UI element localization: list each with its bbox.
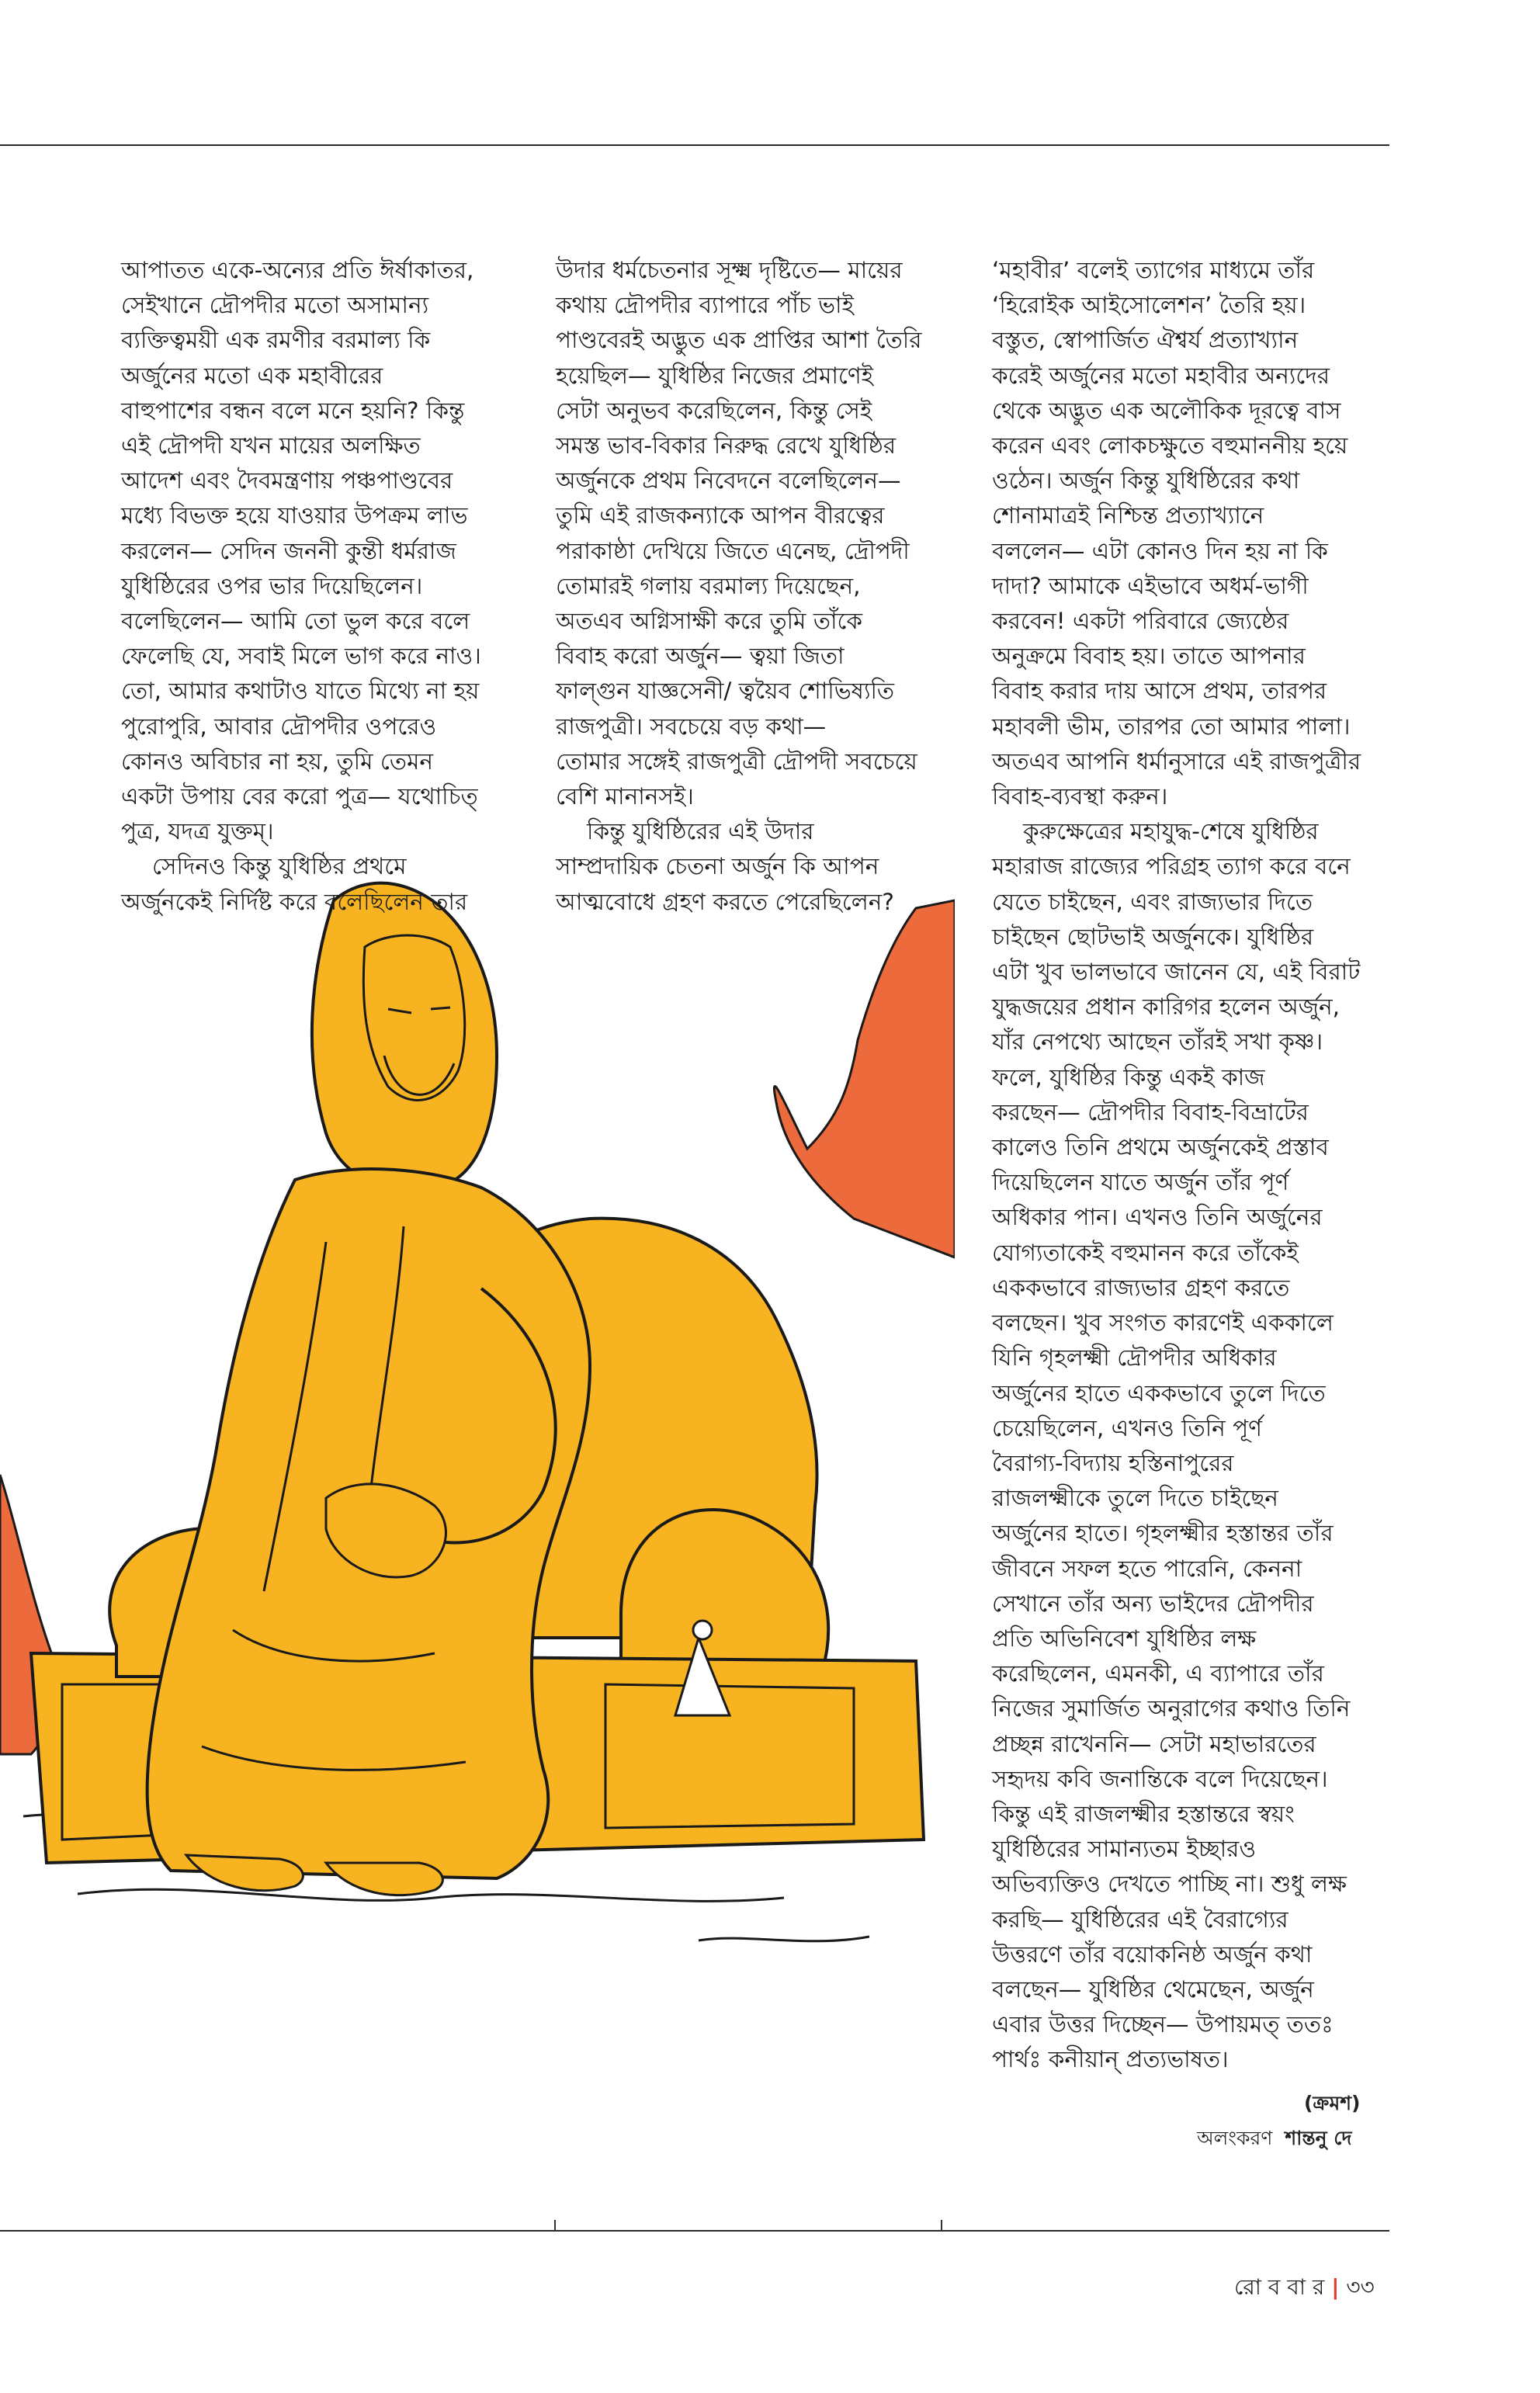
article-line: বিবাহ-ব্যবস্থা করুন। <box>992 783 1168 810</box>
article-line: তোমারই গলায় বরমাল্য দিয়েছেন, <box>556 572 861 599</box>
article-line: যুধিষ্ঠিরের ওপর ভার দিয়েছিলেন। <box>121 572 423 599</box>
page-number: ৩৩ <box>1346 2274 1375 2300</box>
article-line: কিন্তু এই রাজলক্ষ্মীর হস্তান্তরে স্বয়ং <box>992 1800 1295 1827</box>
article-line: যুধিষ্ঠিরের সামান্যতম ইচ্ছারও <box>992 1836 1257 1863</box>
article-line: ‘মহাবীর’ বলেই ত্যাগের মাধ্যমে তাঁর <box>992 257 1315 283</box>
article-line: সমস্ত ভাব-বিকার নিরুদ্ধ রেখে যুধিষ্ঠির <box>556 432 897 460</box>
article-column-2 <box>556 253 921 920</box>
article-line: কিন্তু যুধিষ্ঠিরের এই উদার <box>587 818 814 845</box>
column-tick <box>941 2220 942 2231</box>
article-line: কোনও অবিচার না হয়, তুমি তেমন <box>121 747 433 775</box>
article-line: রাজলক্ষ্মীকে তুলে দিতে চাইছেন <box>992 1485 1278 1512</box>
top-rule <box>0 144 1389 146</box>
article-line: অনুক্রমে বিবাহ হয়। তাতে আপনার <box>992 643 1306 670</box>
article-line: সেদিনও কিন্তু যুধিষ্ঠির প্রথমে <box>152 853 407 880</box>
article-line: দাদা? আমাকে এইভাবে অধর্ম-ভাগী <box>992 572 1309 599</box>
article-line: বলছেন— যুধিষ্ঠির থেমেছেন, অর্জুন <box>992 1975 1314 2003</box>
article-line: চেয়েছিলেন, এখনও তিনি পূর্ণ <box>992 1414 1263 1441</box>
article-line: কালেও তিনি প্রথমে অর্জুনকেই প্রস্তাব <box>992 1134 1329 1161</box>
article-line: প্রচ্ছন্ন রাখেননি— সেটা মহাভারতের <box>992 1730 1316 1757</box>
magazine-name: রো ব বা র <box>1234 2274 1325 2300</box>
article-line: অর্জুনকেই নির্দিষ্ট করে বলেছিলেন তার <box>121 888 468 915</box>
article-line: হয়েছিল— যুধিষ্ঠির নিজের প্রমাণেই <box>556 362 874 389</box>
article-line: সেখানে তাঁর অন্য ভাইদের দ্রৌপদীর <box>992 1590 1314 1617</box>
article-line: মহারাজ রাজ্যের পরিগ্রহ ত্যাগ করে বনে <box>992 853 1351 880</box>
article-line: এটা খুব ভালভাবে জানেন যে, এই বিরাট <box>992 959 1361 986</box>
article-line: অতএব আপনি ধর্মানুসারে এই রাজপুত্রীর <box>992 747 1361 775</box>
article-line: সেইখানে দ্রৌপদীর মতো অসামান্য <box>121 292 429 319</box>
article-line: ফাল্গুন যাজ্ঞসেনী/ ত্বয়ৈব শোভিষ্যতি <box>556 678 895 705</box>
article-line: এককভাবে রাজ্যভার গ্রহণ করতে <box>992 1274 1290 1301</box>
figure-foot <box>186 1855 303 1891</box>
article-line: আদেশ এবং দৈবমন্ত্রণায় পঞ্চপাণ্ডবের <box>121 467 453 494</box>
article-line: সহৃদয় কবি জনান্তিকে বলে দিয়েছেন। <box>992 1765 1328 1792</box>
article-line: চাইছেন ছোটভাই অর্জুনকে। যুধিষ্ঠির <box>992 923 1314 950</box>
article-line: উদার ধর্মচেতনার সূক্ষ্ম দৃষ্টিতে— মায়ের <box>556 257 903 283</box>
article-line: ওঠেন। অর্জুন কিন্তু যুধিষ্ঠিরের কথা <box>992 467 1300 494</box>
orange-tree-right <box>774 900 955 1257</box>
credit-name: শান্তনু দে <box>1285 2127 1352 2149</box>
article-line: কুরুক্ষেত্রের মহাযুদ্ধ-শেষে যুধিষ্ঠির <box>1023 818 1319 845</box>
article-line: ব্যক্তিত্বময়ী এক রমণীর বরমাল্য কি <box>121 327 431 354</box>
article-line: অর্জুনের হাতে এককভাবে তুলে দিতে <box>992 1379 1326 1406</box>
article-line: করেছিলেন, এমনকী, এ ব্যাপারে তাঁর <box>992 1660 1324 1687</box>
article-line: করেন এবং লোকচক্ষুতে বহুমাননীয় হয়ে <box>992 432 1348 460</box>
article-line: প্রতি অভিনিবেশ যুধিষ্ঠির লক্ষ <box>992 1625 1257 1652</box>
article-line: তো, আমার কথাটাও যাতে মিথ্যে না হয় <box>121 678 480 705</box>
article-line: করবেন! একটা পরিবারে জ্যেষ্ঠের <box>992 608 1289 635</box>
article-line: রাজপুত্রী। সবচেয়ে বড় কথা— <box>556 713 827 740</box>
article-line: অধিকার পান। এখনও তিনি অর্জুনের <box>992 1204 1323 1231</box>
article-line: ‘হিরোইক আইসোলেশন’ তৈরি হয়। <box>992 292 1306 319</box>
article-line: মহাবলী ভীম, তারপর তো আমার পালা। <box>992 713 1351 740</box>
article-line: নিজের সুমার্জিত অনুরাগের কথাও তিনি <box>992 1695 1351 1722</box>
article-line: যোগ্যতাকেই বহুমানন করে তাঁকেই <box>992 1239 1299 1266</box>
footer-separator: | <box>1331 2274 1340 2300</box>
article-line: বাহুপাশের বন্ধন বলে মনে হয়নি? কিন্তু <box>121 397 465 424</box>
article-column-3 <box>992 253 1361 2078</box>
article-line: তোমার সঙ্গেই রাজপুত্রী দ্রৌপদী সবচেয়ে <box>556 747 917 775</box>
article-line: অর্জুনকে প্রথম নিবেদনে বলেছিলেন— <box>556 467 901 494</box>
article-line: বিবাহ করার দায় আসে প্রথম, তারপর <box>992 678 1327 705</box>
article-line: ফেলেছি যে, সবাই মিলে ভাগ করে নাও। <box>121 643 481 670</box>
article-line: বৈরাগ্য-বিদ্যায় হস্তিনাপুরের <box>992 1449 1234 1476</box>
illustration-seated-yudhishthira <box>0 854 955 2034</box>
article-line: করছেন— দ্রৌপদীর বিবাহ-বিভ্রাটের <box>992 1098 1309 1125</box>
column-tick <box>554 2220 556 2231</box>
article-line: মধ্যে বিভক্ত হয়ে যাওয়ার উপক্রম লাভ <box>121 502 468 529</box>
article-line: শোনামাত্রই নিশ্চিন্ত প্রত্যাখ্যানে <box>992 502 1264 529</box>
credit-label: অলংকরণ <box>1197 2127 1273 2149</box>
article-line: করছি— যুধিষ্ঠিরের এই বৈরাগ্যের <box>992 1906 1289 1933</box>
article-line: উত্তরণে তাঁর বয়োকনিষ্ঠ অর্জুন কথা <box>992 1940 1313 1968</box>
article-line: অর্জুনের হাতে। গৃহলক্ষ্মীর হস্তান্তর তাঁর <box>992 1520 1334 1547</box>
ground-line <box>699 1937 869 1941</box>
article-line: এই দ্রৌপদী যখন মায়ের অলক্ষিত <box>121 432 421 460</box>
article-line: বলেছিলেন— আমি তো ভুল করে বলে <box>121 608 470 635</box>
article-line: বস্তুত, স্বোপার্জিত ঐশ্বর্য প্রত্যাখ্যান <box>992 327 1299 354</box>
article-line: বলছেন। খুব সংগত কারণেই এককালে <box>992 1309 1334 1337</box>
article-line: জীবনে সফল হতে পারেনি, কেননা <box>992 1555 1302 1582</box>
article-line: অভিব্যক্তিও দেখতে পাচ্ছি না। শুধু লক্ষ <box>992 1871 1347 1898</box>
article-line: যুদ্ধজয়ের প্রধান কারিগর হলেন অর্জুন, <box>992 994 1340 1021</box>
article-line: পার্থঃ কনীয়ান্ প্রত্যভাষত। <box>992 2046 1229 2073</box>
article-line: যাঁর নেপথ্যে আছেন তাঁরই সখা কৃষ্ণ। <box>992 1028 1323 1056</box>
article-line: সাম্প্রদায়িক চেতনা অর্জুন কি আপন <box>556 853 879 880</box>
article-line: যিনি গৃহলক্ষ্মী দ্রৌপদীর অধিকার <box>992 1344 1277 1372</box>
article-line: অতএব অগ্নিসাক্ষী করে তুমি তাঁকে <box>556 608 863 635</box>
article-line: পুরোপুরি, আবার দ্রৌপদীর ওপরেও <box>121 713 437 740</box>
article-line: দিয়েছিলেন যাতে অর্জুন তাঁর পূর্ণ <box>992 1169 1289 1196</box>
article-line: বেশি মানানসই। <box>556 783 694 810</box>
article-line: বিবাহ করো অর্জুন— ত্বয়া জিতা <box>556 643 845 670</box>
article-line: পরাকাষ্ঠা দেখিয়ে জিতে এনেছ, দ্রৌপদী <box>556 537 910 564</box>
illustration-credit <box>1197 2123 1352 2156</box>
figure-eye <box>431 1007 450 1009</box>
page-footer <box>1234 2270 1375 2307</box>
article-line: সেটা অনুভব করেছিলেন, কিন্তু সেই <box>556 397 872 424</box>
article-line: তুমি এই রাজকন্যাকে আপন বীরত্বের <box>556 502 885 529</box>
tassel-knot <box>693 1621 712 1639</box>
article-line: করলেন— সেদিন জননী কুন্তী ধর্মরাজ <box>121 537 456 564</box>
article-line: পুত্র, যদত্র যুক্তম্। <box>121 818 274 845</box>
bottom-rule <box>0 2230 1389 2232</box>
article-column-1 <box>121 253 481 920</box>
article-line: থেকে অদ্ভুত এক অলৌকিক দূরত্বে বাস <box>992 397 1341 424</box>
article-line: করেই অর্জুনের মতো মহাবীর অন্যদের <box>992 362 1330 389</box>
article-line: একটা উপায় বের করো পুত্র— যথোচিত্ <box>121 783 478 810</box>
figure-foot <box>326 1863 442 1895</box>
article-line: বললেন— এটা কোনও দিন হয় না কি <box>992 537 1328 564</box>
article-line: অর্জুনের মতো এক মহাবীরের <box>121 362 383 389</box>
article-line: আত্মবোধে গ্রহণ করতে পেরেছিলেন? <box>556 888 894 915</box>
continued-note: (ক্রমশ) <box>1304 2092 1361 2114</box>
article-line: পাণ্ডবেরই অদ্ভুত এক প্রাপ্তির আশা তৈরি <box>556 327 922 354</box>
article-line: আপাতত একে-অন্যের প্রতি ঈর্ষাকাতর, <box>121 257 474 283</box>
article-line: এবার উত্তর দিচ্ছেন— উপায়মত্ ততঃ <box>992 2011 1334 2038</box>
article-line: ফলে, যুধিষ্ঠির কিন্তু একই কাজ <box>992 1063 1265 1091</box>
article-line: কথায় দ্রৌপদীর ব্যাপারে পাঁচ ভাই <box>556 292 854 319</box>
article-line: যেতে চাইছেন, এবং রাজ্যভার দিতে <box>992 888 1313 915</box>
